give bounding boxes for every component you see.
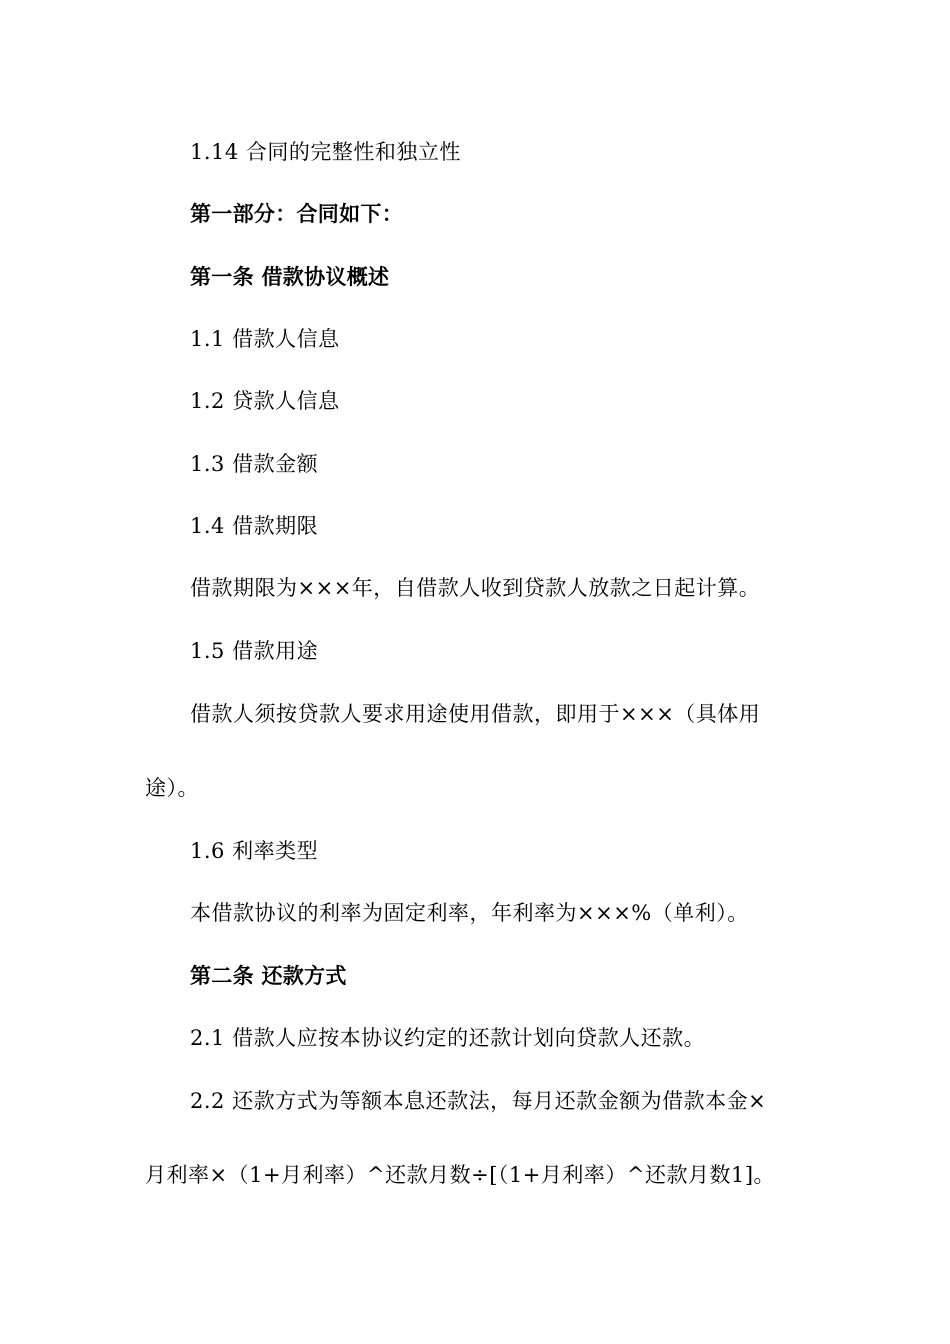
clause-2-1: 2.1 借款人应按本协议约定的还款计划向贷款人还款。 [190,1026,706,1050]
clause-1-4: 1.4 借款期限 [190,514,319,538]
clause-1-6: 1.6 利率类型 [190,839,319,863]
clause-1-3: 1.3 借款金额 [190,452,319,476]
article-two-heading: 第二条 还款方式 [190,964,347,988]
clause-1-1: 1.1 借款人信息 [190,327,340,351]
clause-1-5: 1.5 借款用途 [190,639,319,663]
part-one-heading: 第一部分：合同如下： [190,202,403,226]
loan-purpose-paragraph-cont: 途）。 [145,776,199,800]
clause-1-14: 1.14 合同的完整性和独立性 [190,140,461,164]
loan-purpose-paragraph: 借款人须按贷款人要求用途使用借款，即用于×××（具体用 [190,702,761,726]
interest-rate-paragraph: 本借款协议的利率为固定利率，年利率为×××%（单利）。 [190,901,749,925]
clause-1-2: 1.2 贷款人信息 [190,389,340,413]
clause-2-2: 2.2 还款方式为等额本息还款法，每月还款金额为借款本金× [190,1089,767,1113]
article-one-heading: 第一条 借款协议概述 [190,265,390,289]
loan-term-paragraph: 借款期限为×××年，自借款人收到贷款人放款之日起计算。 [190,576,761,600]
clause-2-2-cont: 月利率×（1+月利率）^还款月数÷[（1+月利率）^还款月数1]。 [145,1163,776,1187]
